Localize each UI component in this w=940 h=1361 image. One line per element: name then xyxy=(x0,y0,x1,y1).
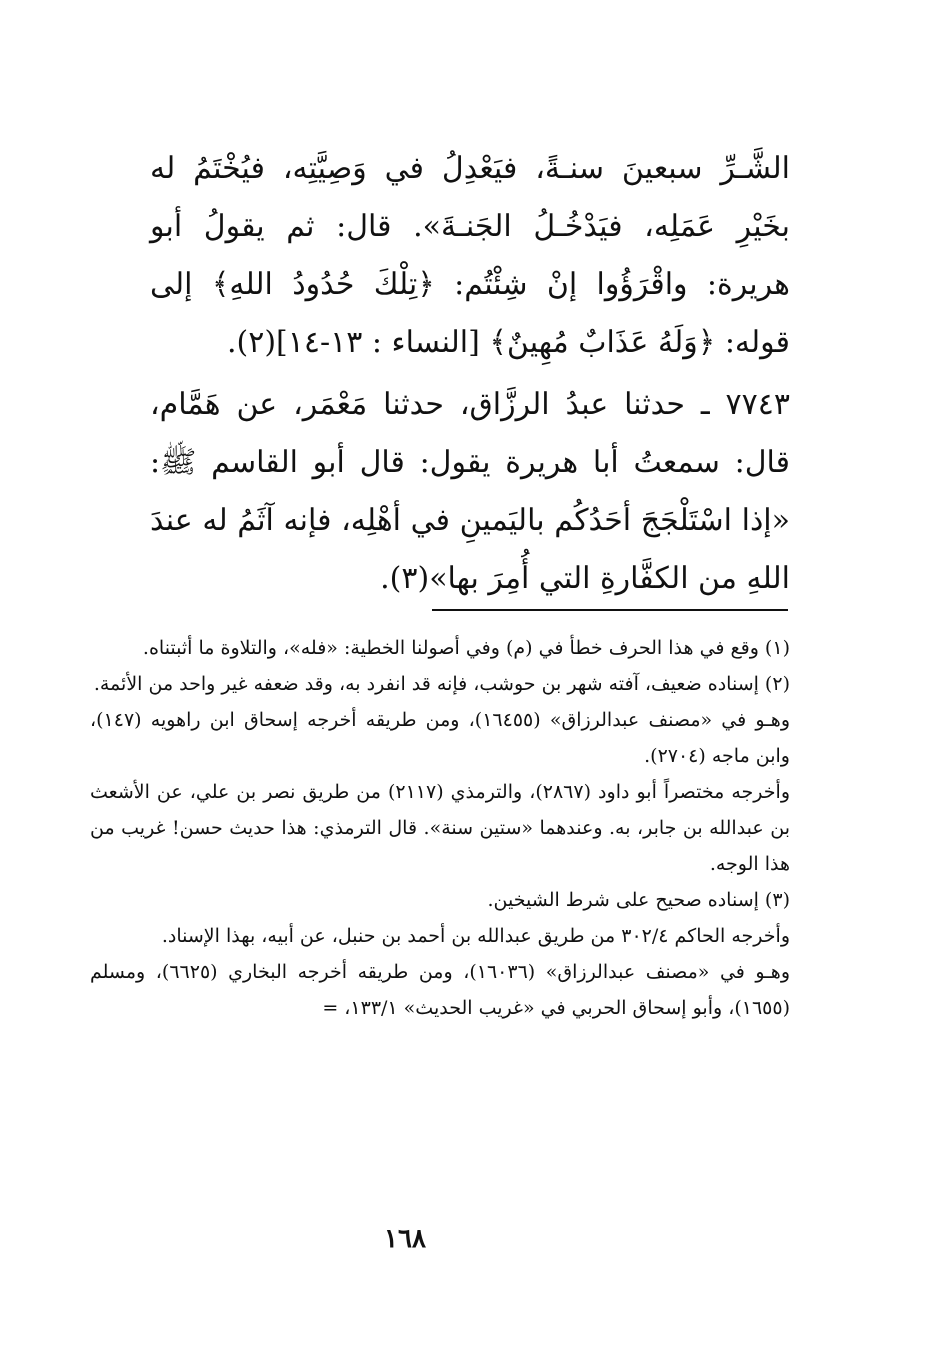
footnote-1: (١) وقع في هذا الحرف خطأ في (م) وفي أصولنا الخطية: «فله»، والتلاوة ما أثبتناه. xyxy=(142,637,790,659)
hadith-paragraph: ٧٧٤٣ ـ حدثنا عبدُ الرزَّاق، حدثنا مَعْمَر، عن هَمَّام، قال: سمعتُ أبا هريرة يقول: قال أبو القاسم ﷺ: «إذا اسْتَلْجَجَ أحَدُكُم باليَمينِ في أهْلِه، فإنه آثَمُ له عندَ اللهِ من الكفَّارةِ التي أُمِرَ بها»(٣). xyxy=(150,387,790,596)
footnote-2-extract: وأخرجه مختصراً أبو داود (٢٨٦٧)، والترمذي (٢١١٧) من طريق نصر بن علي، عن الأشعث بن عبدالله بن جابر، به. وعندهما «ستين سنة». قال الترمذي: هذا حديث حسن! غريب من هذا الوجه. xyxy=(90,781,790,875)
footnote-3-source: وهـو في «مصنف عبدالرزاق» (١٦٠٣٦)، ومن طريقه أخرجه البخاري (٦٦٢٥)، ومسلم (١٦٥٥)، وأبو إسحاق الحربي في «غريب الحديث» ١٣٣/١، = xyxy=(90,961,790,1019)
footnote-2-source: وهـو في «مصنف عبدالرزاق» (١٦٤٥٥)، ومن طريقه أخرجه إسحاق ابن راهويه (١٤٧)، وابن ماجه (٢٧٠٤). xyxy=(90,709,790,767)
footnote-divider xyxy=(432,609,788,611)
footnotes-section xyxy=(90,630,790,1026)
main-paragraph: الشَّـرِّ سبعينَ سنـةً، فيَعْدِلُ في وَصِيَّتِه، فيُخْتَمُ له بخَيْرِ عَمَلِه، فيَدْخُـلُ الجَنـةَ». قال: ثم يقولُ أبو هريرة: واقْرَؤُوا إنْ شِئْتُم: ﴿تِلْكَ حُدُودُ اللهِ﴾ إلى قوله: ﴿وَلَهُ عَذَابٌ مُهِينٌ﴾ [النساء : ١٣-١٤](٢). xyxy=(150,151,790,360)
footnote-3: (٣) إسناده صحيح على شرط الشيخين. xyxy=(487,889,790,911)
page-number: ١٦٨ xyxy=(384,1224,426,1254)
footnote-2: (٢) إسناده ضعيف، آفته شهر بن حوشب، فإنه قد انفرد به، وقد ضعفه غير واحد من الأئمة. xyxy=(93,673,790,695)
footnote-3-extract: وأخرجه الحاكم ٣٠٢/٤ من طريق عبدالله بن أحمد بن حنبل، عن أبيه، بهذا الإسناد. xyxy=(161,925,790,947)
main-text-body xyxy=(150,140,790,608)
